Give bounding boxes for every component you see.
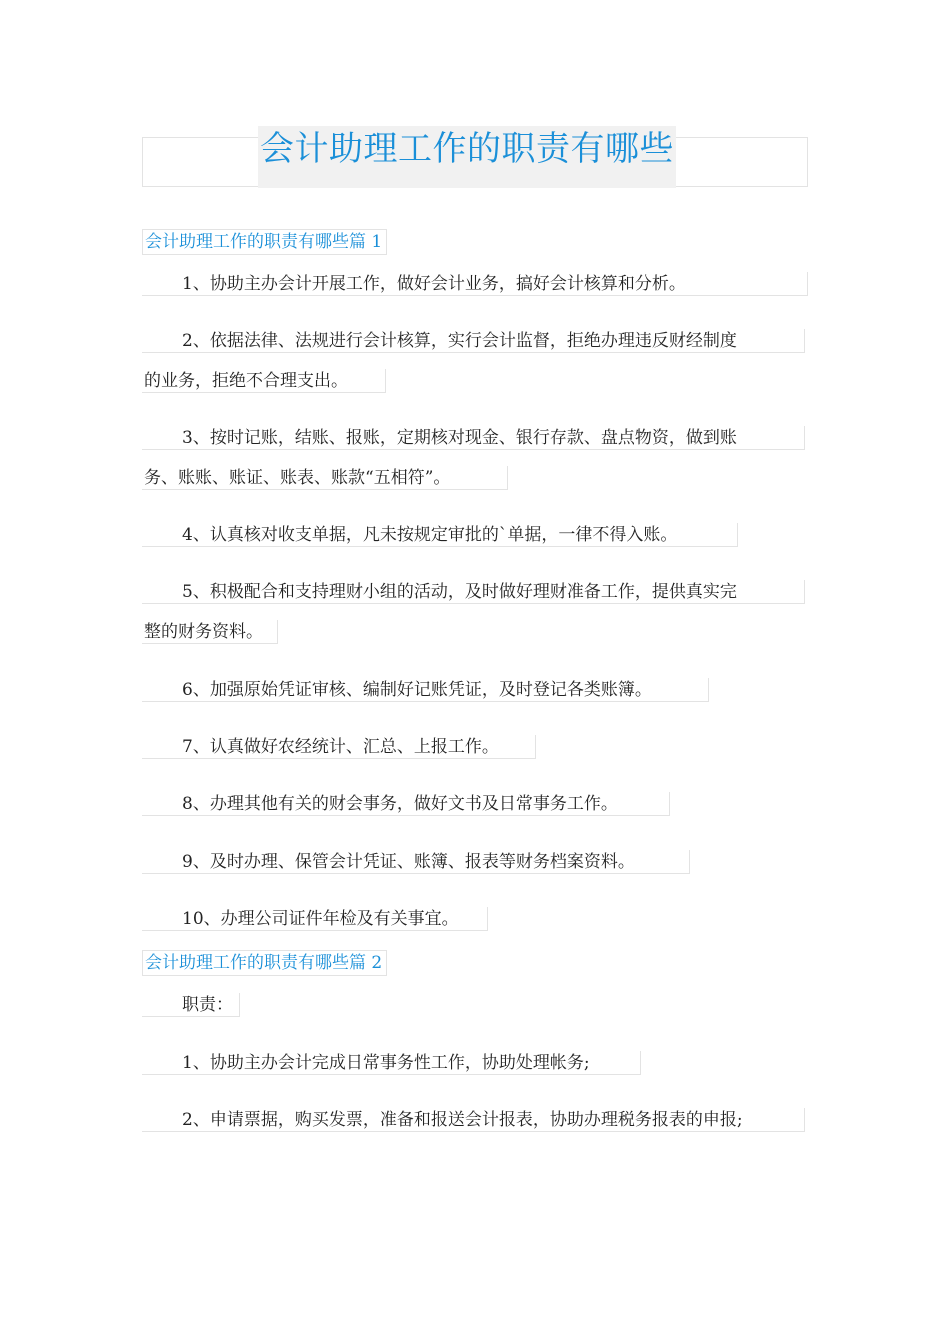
page-title: 会计助理工作的职责有哪些	[258, 126, 676, 188]
paragraph-line: 职责：	[142, 993, 240, 1017]
paragraph-item-9	[142, 850, 690, 874]
paragraph-item-6	[142, 678, 709, 702]
duties-label	[142, 993, 240, 1017]
paragraph-line: 10、办理公司证件年检及有关事宜。	[142, 907, 488, 931]
paragraph-item-8	[142, 792, 670, 816]
section-heading-2: 会计助理工作的职责有哪些篇 2	[142, 950, 387, 976]
paragraph-item-2	[142, 329, 805, 393]
paragraph-line: 整的财务资料。	[142, 620, 278, 644]
paragraph-line: 3、按时记账，结账、报账，定期核对现金、银行存款、盘点物资，做到账	[142, 426, 805, 450]
paragraph-line: 8、办理其他有关的财会事务，做好文书及日常事务工作。	[142, 792, 670, 816]
paragraph-line: 6、加强原始凭证审核、编制好记账凭证，及时登记各类账簿。	[142, 678, 709, 702]
paragraph-item-7	[142, 735, 536, 759]
paragraph-line: 7、认真做好农经统计、汇总、上报工作。	[142, 735, 536, 759]
paragraph-item-5	[142, 580, 805, 644]
paragraph-line: 4、认真核对收支单据，凡未按规定审批的`单据，一律不得入账。	[142, 523, 738, 547]
paragraph-item-3	[142, 426, 805, 490]
paragraph-item-10	[142, 907, 488, 931]
section-heading-1: 会计助理工作的职责有哪些篇 1	[142, 229, 387, 255]
paragraph-line: 1、协助主办会计完成日常事务性工作，协助处理帐务;	[142, 1051, 641, 1075]
paragraph-item-1	[142, 272, 808, 296]
paragraph-line: 2、申请票据，购买发票，准备和报送会计报表，协助办理税务报表的申报;	[142, 1108, 805, 1132]
paragraph-item-4	[142, 523, 738, 547]
paragraph-line: 9、及时办理、保管会计凭证、账簿、报表等财务档案资料。	[142, 850, 690, 874]
paragraph-line: 务、账账、账证、账表、账款“五相符”。	[142, 466, 508, 490]
paragraph-line: 5、积极配合和支持理财小组的活动，及时做好理财准备工作，提供真实完	[142, 580, 805, 604]
paragraph-line: 的业务，拒绝不合理支出。	[142, 369, 386, 393]
paragraph-line: 1、协助主办会计开展工作，做好会计业务，搞好会计核算和分析。	[142, 272, 808, 296]
duty-item-2	[142, 1108, 805, 1132]
duty-item-1	[142, 1051, 641, 1075]
paragraph-line: 2、依据法律、法规进行会计核算，实行会计监督，拒绝办理违反财经制度	[142, 329, 805, 353]
